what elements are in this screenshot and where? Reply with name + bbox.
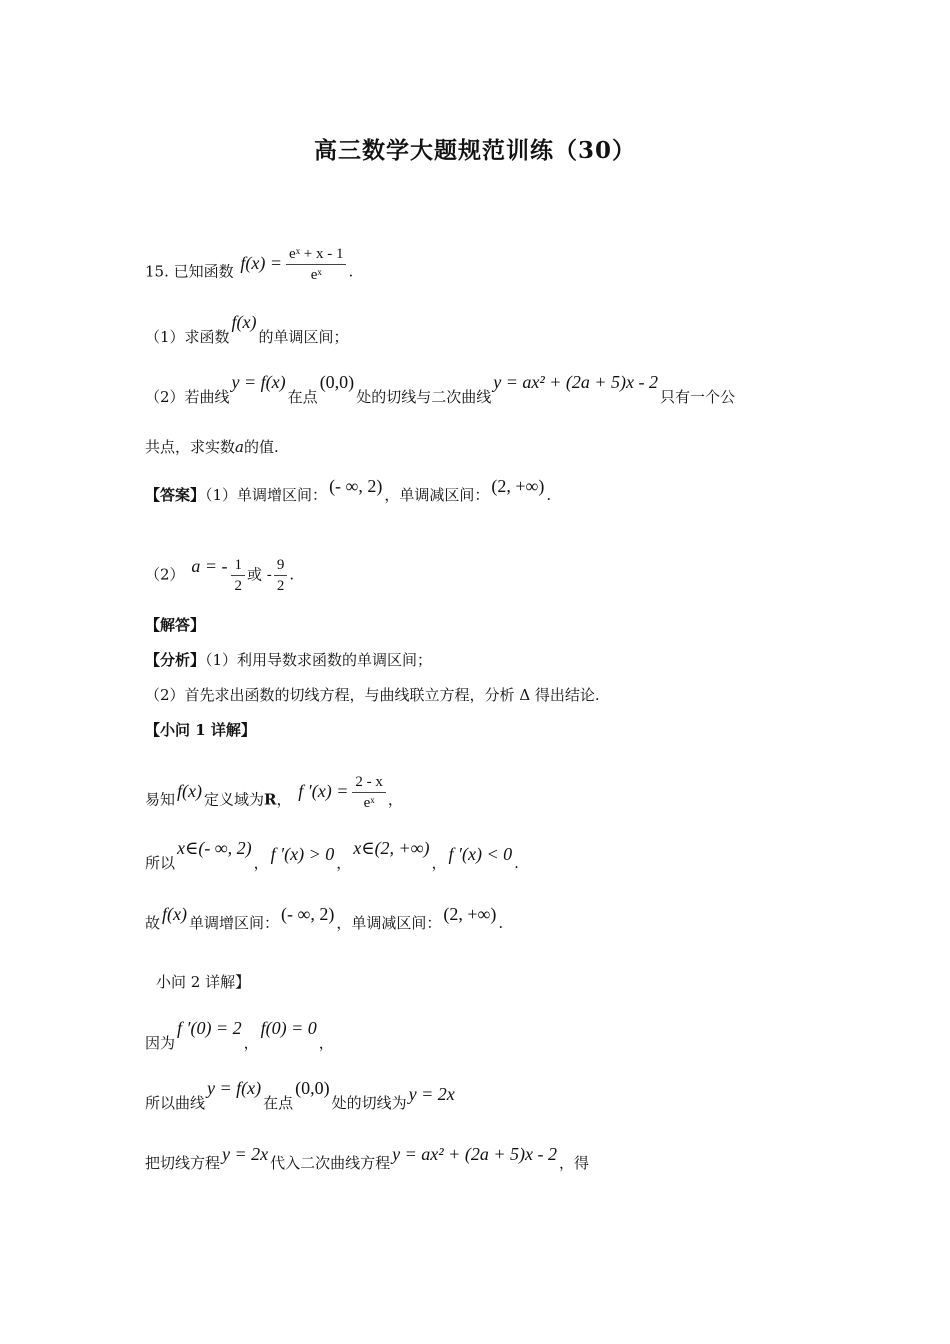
answer-label: 【答案】 — [145, 486, 206, 504]
q2-l3-text: 把切线方程 — [145, 1154, 221, 1172]
q2-l2-text-post: 处的切线为 — [331, 1094, 407, 1112]
answer2-fraction-1 — [231, 555, 245, 596]
punctuation: ， — [387, 790, 403, 809]
page-title: 高三数学大题规范训练（30） — [313, 137, 636, 164]
q2-l3-text-mid: 代入二次曲线方程 — [270, 1154, 391, 1172]
q1-l3-fx: f(x) — [162, 904, 187, 924]
punctuation: . — [514, 854, 519, 872]
q1-line-3 — [145, 904, 504, 933]
q1-line-1 — [145, 774, 403, 821]
q2-l3-quadratic-eq: y = ax² + (2a + 5)x - 2 — [392, 1144, 557, 1164]
q1-l1-fx: f(x) — [177, 780, 202, 801]
q1-l2-interval-2: x∈(2, +∞) — [353, 838, 430, 858]
answer1-increasing-interval: (- ∞, 2) — [329, 476, 383, 496]
part1-fx: f(x) — [231, 312, 257, 332]
answer2-denominator-2: 2 — [276, 578, 285, 594]
punctuation: . — [546, 486, 552, 504]
analysis-1-text: （1）利用导数求函数的单调区间； — [205, 651, 433, 669]
punctuation: ， — [253, 854, 269, 872]
part2-point: (0,0) — [319, 372, 355, 392]
q1-l3-decreasing-interval: (2, +∞) — [443, 904, 497, 924]
solution-heading: 【解答】 — [145, 616, 206, 634]
punctuation: ， — [243, 1034, 259, 1052]
q1-derivative-lhs: f ′(x) = — [298, 780, 349, 801]
part2-text-post: 只有一个公 — [660, 388, 736, 406]
q1-line-2 — [145, 838, 519, 873]
problem-number: 15. 已知函数 — [145, 262, 234, 281]
part-2-continued — [145, 437, 279, 457]
answer2-fraction-2 — [274, 555, 288, 596]
q2-l2-text: 所以曲线 — [145, 1094, 206, 1112]
solution-label — [145, 615, 205, 635]
q1-l3-text: 故 — [145, 914, 161, 932]
part-2 — [145, 372, 736, 407]
real-numbers-symbol: R — [264, 790, 277, 809]
answer1-text: （1）单调增区间： — [205, 486, 328, 504]
part1-text: （1）求函数 — [145, 328, 230, 346]
answer2-numerator-1: 1 — [231, 555, 245, 576]
part2-quadratic-eq: y = ax² + (2a + 5)x - 2 — [493, 372, 658, 392]
q2-l3-tangent-eq: y = 2x — [222, 1144, 269, 1164]
q1-label: 【小问 1 详解】 — [145, 721, 256, 739]
function-fraction — [286, 244, 346, 285]
analysis-2-text: （2）首先求出函数的切线方程，与曲线联立方程，分析 Δ 得出结论. — [145, 686, 600, 704]
analysis-line-2 — [145, 685, 600, 705]
problem-statement — [145, 246, 354, 293]
function-numerator: eˣ + x - 1 — [286, 244, 346, 265]
answer-line-2 — [145, 555, 294, 596]
q1-heading — [145, 720, 256, 740]
punctuation: ， — [431, 854, 447, 872]
punctuation: . — [289, 565, 295, 584]
part-1 — [145, 312, 349, 347]
part2-text-mid2: 处的切线与二次曲线 — [356, 388, 492, 406]
punctuation: ， — [318, 1034, 334, 1052]
answer2-or: 或 - — [246, 565, 272, 584]
q2-l1-text: 因为 — [145, 1034, 176, 1052]
part2-text: （2）若曲线 — [145, 388, 230, 406]
q1-l3-dec-label: ，单调减区间： — [336, 914, 442, 932]
q2-l2-curve-eq: y = f(x) — [207, 1078, 262, 1098]
q2-l2-text-mid: 在点 — [263, 1094, 294, 1112]
q2-heading — [156, 972, 250, 992]
q1-l2-text: 所以 — [145, 854, 176, 872]
q1-derivative-numerator: 2 - x — [352, 772, 386, 793]
answer2-numerator-2: 9 — [274, 555, 288, 576]
analysis-label: 【分析】 — [145, 651, 206, 669]
q1-l3-inc-label: 单调增区间： — [189, 914, 280, 932]
q1-l2-derivative-negative: f ′(x) < 0 — [448, 844, 513, 864]
q2-label: 小问 2 详解】 — [156, 973, 251, 991]
answer2-eq: a = - — [191, 555, 228, 576]
function-lhs: f(x) = — [240, 252, 283, 273]
answer2-text: （2） — [145, 565, 185, 584]
q1-derivative-denominator: eˣ — [363, 795, 375, 811]
q2-l2-point: (0,0) — [295, 1078, 330, 1098]
punctuation: ， — [276, 790, 292, 809]
part2-variable-a: a — [235, 438, 244, 456]
part2-line2-text-post: 的值. — [243, 438, 279, 456]
q1-l3-increasing-interval: (- ∞, 2) — [281, 904, 335, 924]
punctuation: . — [498, 914, 504, 932]
q1-derivative-fraction — [352, 772, 386, 813]
q2-line-1 — [145, 1018, 334, 1053]
analysis-line-1 — [145, 650, 432, 670]
q2-l2-tangent-eq: y = 2x — [408, 1084, 455, 1104]
part1-text-post: 的单调区间； — [258, 328, 349, 346]
q1-l2-interval-1: x∈(- ∞, 2) — [177, 838, 252, 858]
punctuation: . — [348, 262, 354, 281]
q2-l1-derivative-at-0: f ′(0) = 2 — [177, 1018, 242, 1038]
q2-line-3 — [145, 1144, 589, 1173]
q2-l3-text-end: ，得 — [558, 1154, 589, 1172]
q1-l2-derivative-positive: f ′(x) > 0 — [270, 844, 335, 864]
punctuation: ， — [336, 854, 352, 872]
answer1-text-mid: ，单调减区间： — [384, 486, 490, 504]
q2-line-2 — [145, 1078, 457, 1113]
q1-l1-text: 易知 — [145, 790, 176, 809]
part2-text-mid1: 在点 — [287, 388, 318, 406]
answer-line-1 — [145, 476, 552, 505]
part2-line2-text: 共点，求实数 — [145, 438, 236, 456]
function-denominator: eˣ — [310, 267, 322, 283]
part2-curve-eq: y = f(x) — [231, 372, 286, 392]
answer2-denominator-1: 2 — [234, 578, 242, 594]
answer1-decreasing-interval: (2, +∞) — [491, 476, 545, 496]
q2-l1-f-at-0: f(0) = 0 — [260, 1018, 317, 1038]
q1-l1-text-mid: 定义域为 — [204, 790, 265, 809]
